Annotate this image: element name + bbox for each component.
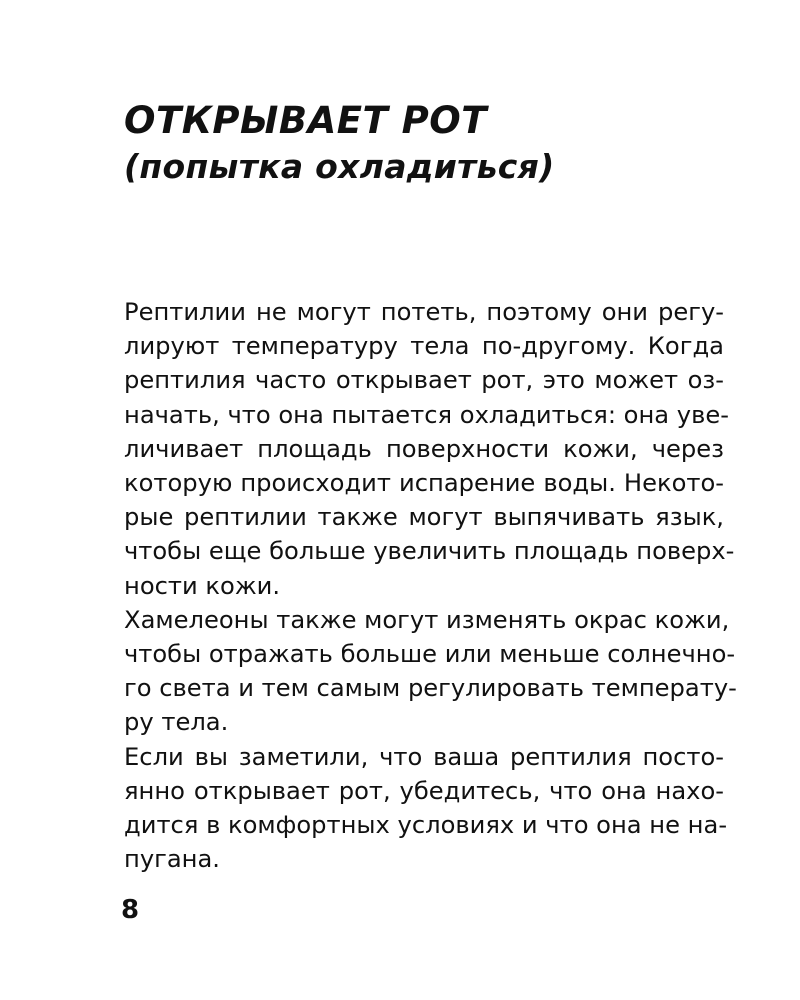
page-number: 8 (121, 895, 140, 925)
paragraph-1 (124, 295, 735, 603)
text-line: Хамелеоны также могут изменять окрас кожи, (124, 605, 730, 634)
title-main: ОТКРЫВАЕТ РОТ (124, 99, 487, 142)
text-line: начать, что она пытается охладиться: она уве- (124, 400, 729, 429)
text-line: личивает площадь поверхности кожи, через (124, 434, 724, 463)
text-line: го света и тем самым регулировать температу- (124, 674, 737, 703)
text-line: чтобы отражать больше или меньше солнечно- (124, 640, 736, 669)
title-subtitle: (попытка охладиться) (124, 147, 555, 186)
text-line: рые рептилии также могут выпячивать язык, (124, 503, 724, 532)
text-line: янно открывает рот, убедитесь, что она нахо- (124, 776, 724, 805)
paragraph-3 (124, 740, 728, 877)
page-title (124, 98, 724, 190)
paragraph-2 (124, 603, 737, 740)
text-line: чтобы еще больше увеличить площадь поверх- (124, 537, 735, 566)
text-line: пугана. (124, 845, 220, 874)
text-line: ру тела. (124, 708, 229, 737)
text-line: Рептилии не могут потеть, поэтому они регу- (124, 298, 724, 326)
text-line: которую происходит испарение воды. Некото- (124, 469, 724, 498)
text-line: лируют температуру тела по-другому. Когда (124, 332, 724, 361)
text-line: ности кожи. (124, 571, 281, 600)
text-line: Если вы заметили, что ваша рептилия посто- (124, 742, 724, 771)
text-line: рептилия часто открывает рот, это может оз- (124, 366, 724, 395)
text-line: дится в комфортных условиях и что она не на- (124, 811, 728, 840)
body-text (124, 295, 737, 876)
